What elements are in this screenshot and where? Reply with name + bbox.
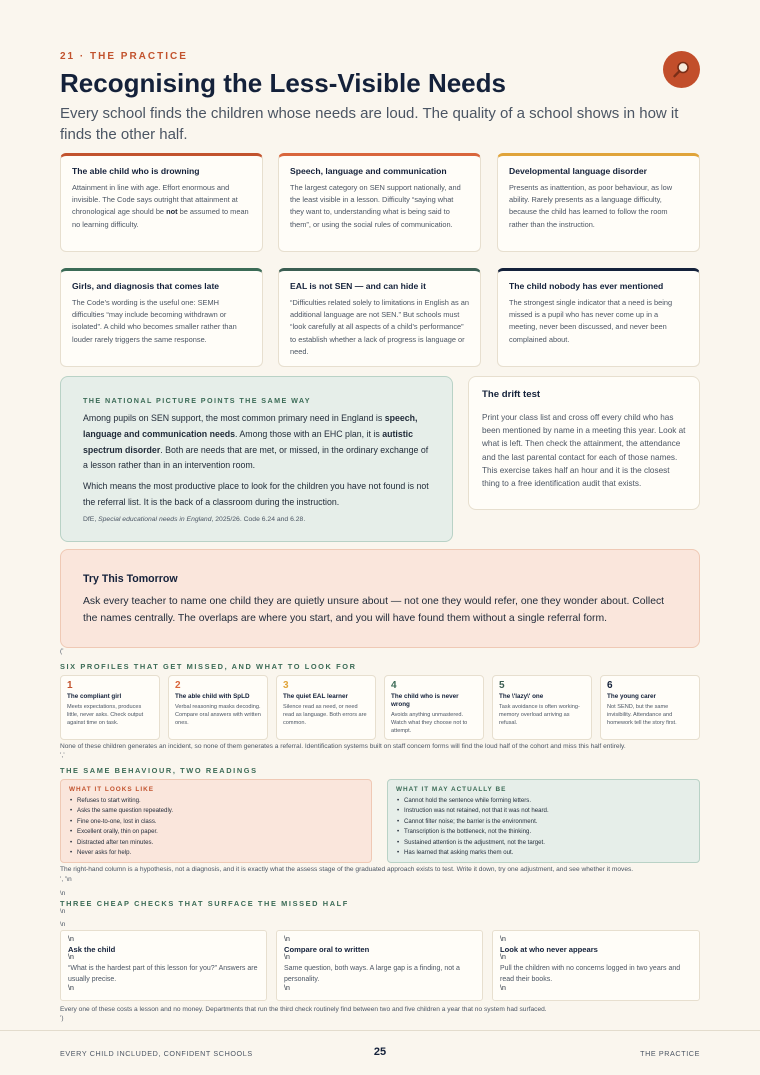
- card-title: Girls, and diagnosis that comes late: [72, 281, 220, 291]
- page-number: 25: [373, 1046, 387, 1058]
- card-body: Presents as inattention, as poor behaviour, as low ability. Rarely presents as a language difficulty, because the child has learned to follow the room rather than the instruction.: [509, 183, 673, 229]
- need-card-girls-diagnosis: [60, 268, 263, 367]
- card-body: “Difficulties related solely to limitations in English as an additional language are not SEN.” But schools must “look carefully at all aspects of a child’s performance” to establish whether a lack of progress is language or need.: [290, 298, 469, 356]
- national-picture-panel: [60, 376, 453, 542]
- readings-heading: THE SAME BEHAVIOUR, TWO READINGS: [60, 766, 258, 775]
- page-subtitle: Every school finds the children whose needs are loud. The quality of a school shows in how it finds the other half.: [60, 105, 679, 143]
- card-title: EAL is not SEN — and can hide it: [290, 281, 426, 291]
- list-item: • Transcription is the bottleneck, not the thinking.: [396, 827, 691, 837]
- list-item: • Fine one-to-one, lost in class.: [69, 817, 363, 827]
- newline-text: \n: [500, 954, 506, 962]
- check-body: Pull the children with no concerns logged in two years and read their books.: [500, 964, 681, 983]
- need-card-dld: [497, 153, 700, 252]
- try-body: Ask every teacher to name one child they are quietly unsure about — not one they would refer, one they wonder about. Collect the names centrally. The overlaps are where you start, and you will have found them without a single referral form.: [83, 596, 665, 624]
- profile-title: The \'lazy\' one: [499, 693, 544, 700]
- newline-text: \n: [284, 985, 290, 993]
- list-item: • Asks the same question repeatedly.: [69, 806, 363, 816]
- profile-card: [600, 675, 700, 740]
- profile-number: 5: [499, 680, 505, 691]
- profiles-note: None of these children generates an incident, so none of them generates a referral. Identification systems built on staff concern forms will find the loud half of the cohort and miss this half entirely.: [60, 743, 626, 750]
- checks-note: Every one of these costs a lesson and no money. Departments that run the third check routinely find between two and five children a year that no system had surfaced.: [60, 1006, 547, 1013]
- list-item: • Sustained attention is the adjustment, not the target.: [396, 838, 691, 848]
- national-paragraph-1: Among pupils on SEN support, the most common primary need in England is speech, language and communication needs. Among those with an EHC plan, it is autistic spectrum disorder. Both are needs that are met, or missed, in the ordinary exchange of a lesson rather than in an intervention room.: [83, 413, 429, 471]
- list-item: • Cannot hold the sentence while forming letters.: [396, 796, 691, 806]
- readings-note: The right-hand column is a hypothesis, not a diagnosis, and it is exactly what the assess stage of the graduated approach exists to test. Write it down, try one adjustment, and see whether it moves.: [60, 866, 634, 873]
- need-card-speech-language: [278, 153, 481, 252]
- national-kicker: THE NATIONAL PICTURE POINTS THE SAME WAY: [83, 396, 311, 405]
- profile-card: [492, 675, 592, 740]
- footer-publication: EVERY CHILD INCLUDED, CONFIDENT SCHOOLS: [60, 1049, 253, 1058]
- profile-card: [168, 675, 268, 740]
- profiles-heading: SIX PROFILES THAT GET MISSED, AND WHAT TO LOOK FOR: [60, 662, 357, 671]
- try-tomorrow-panel: [60, 549, 700, 648]
- newline-text: \n: [68, 936, 74, 943]
- newline-text: \n: [68, 985, 74, 993]
- stray-text: ’): [60, 1015, 64, 1022]
- try-title: Try This Tomorrow: [83, 573, 178, 585]
- section-kicker: 21 · THE PRACTICE: [60, 51, 188, 62]
- check-body: “What is the hardest part of this lesson for you?” Answers are usually precise.: [68, 964, 258, 983]
- profile-card: [60, 675, 160, 740]
- profile-number: 3: [283, 680, 289, 691]
- stray-text: ’, ’\n: [60, 876, 72, 883]
- list-item: • Cannot filter noise; the barrier is the environment.: [396, 817, 691, 827]
- stray-text: \n: [60, 908, 66, 915]
- looks-like-panel: [60, 779, 372, 863]
- list-item: • Refuses to start writing.: [69, 796, 363, 806]
- newline-text: \n: [500, 936, 506, 943]
- stray-text: \n: [60, 921, 66, 928]
- list-item: • Excellent orally, thin on paper.: [69, 827, 363, 837]
- profile-title: The able child with SpLD: [175, 693, 250, 700]
- check-title: Ask the child: [68, 944, 116, 954]
- national-source: DfE, Special educational needs in England, 2025/26. Code 6.24 and 6.28.: [83, 515, 306, 523]
- check-title: Compare oral to written: [284, 944, 370, 954]
- check-card: [492, 930, 700, 1001]
- profile-body: Silence read as need, or need read as language. Both errors are common.: [283, 704, 367, 726]
- maybe-title: WHAT IT MAY ACTUALLY BE: [396, 786, 507, 793]
- need-card-eal: [278, 268, 481, 367]
- card-title: Developmental language disorder: [509, 166, 648, 176]
- may-actually-be-panel: [387, 779, 700, 863]
- check-card: [60, 930, 267, 1001]
- footer-divider: [0, 1030, 760, 1031]
- newline-text: \n: [284, 936, 290, 943]
- list-item: • Has learned that asking marks them out.: [396, 848, 691, 858]
- stray-text: ’,’: [60, 752, 65, 759]
- profile-title: The young carer: [607, 693, 656, 700]
- list-item: • Instruction was not retained, not that it was not heard.: [396, 806, 691, 816]
- drift-test-panel: [468, 376, 700, 510]
- drift-title: The drift test: [482, 389, 541, 400]
- drift-body: Print your class list and cross off every child who has been mentioned by name in a meeting this year. Look at what is left. Then check the attainment, the attendance and the last parental contact for each of those names. This exercise takes half an hour and it is the closest thing to a free identification audit that exists.: [482, 413, 686, 489]
- check-card: [276, 930, 483, 1001]
- footer-section: THE PRACTICE: [640, 1049, 700, 1058]
- check-title: Look at who never appears: [500, 944, 598, 954]
- profile-number: 1: [67, 680, 73, 691]
- checks-heading: THREE CHEAP CHECKS THAT SURFACE THE MISSED HALF: [60, 899, 349, 908]
- profile-title: The child who is never wrong: [391, 693, 459, 708]
- newline-text: \n: [284, 954, 290, 962]
- profile-body: Avoids anything unmastered. Watch what they choose not to attempt.: [391, 712, 468, 734]
- magnifier-icon: [672, 60, 691, 79]
- card-body: The Code’s wording is the useful one: SEMH difficulties “may include becoming withdrawn or isolated”. A child who becomes smaller rather than louder rarely triggers the same response.: [72, 298, 237, 344]
- card-body: The strongest single indicator that a need is being missed is a pupil who has never come up in a meeting, never been discussed, and never been complained about.: [509, 298, 673, 344]
- profile-body: Not SEND, but the same invisibility. Attendance and homework tell the story first.: [607, 704, 677, 726]
- profile-card: [276, 675, 376, 740]
- profile-body: Meets expectations, produces little, never asks. Check output against time on task.: [67, 704, 144, 726]
- check-body: Same question, both ways. A large gap is a finding, not a personality.: [284, 964, 460, 983]
- stray-text: (’: [60, 648, 64, 655]
- newline-text: \n: [500, 985, 506, 993]
- profile-card: [384, 675, 484, 740]
- profile-title: The quiet EAL learner: [283, 693, 348, 700]
- profile-number: 6: [607, 680, 613, 691]
- profile-number: 2: [175, 680, 181, 691]
- page-title: Recognising the Less-Visible Needs: [60, 68, 506, 98]
- looks-title: WHAT IT LOOKS LIKE: [69, 786, 154, 793]
- card-title: The child nobody has ever mentioned: [509, 281, 664, 291]
- card-body: Attainment in line with age. Effort enormous and invisible. The Code says outright that attainment at chronological age should be not be assumed to mean no learning difficulty.: [72, 183, 249, 229]
- card-title: The able child who is drowning: [72, 166, 200, 176]
- stray-text: \n: [60, 890, 66, 897]
- list-item: • Distracted after ten minutes.: [69, 838, 363, 848]
- profile-body: Verbal reasoning masks decoding. Compare oral answers with written ones.: [175, 704, 261, 726]
- newline-text: \n: [68, 954, 74, 962]
- card-title: Speech, language and communication: [290, 166, 447, 176]
- card-body: The largest category on SEN support nationally, and the least visible in a lesson. Difficulty “saying what they want to, understanding what is being said to them”, or using the social rules of communication.: [290, 183, 461, 229]
- section-badge: [663, 51, 700, 88]
- profile-number: 4: [391, 680, 397, 691]
- profile-body: Task avoidance is often working-memory overload arriving as refusal.: [499, 704, 580, 726]
- profile-title: The compliant girl: [67, 693, 122, 700]
- need-card-able-child: [60, 153, 263, 252]
- need-card-never-mentioned: [497, 268, 700, 367]
- list-item: • Never asks for help.: [69, 848, 363, 858]
- national-paragraph-2: Which means the most productive place to look for the children you have not found is not the referral list. It is the back of a classroom during the instruction.: [83, 481, 429, 507]
